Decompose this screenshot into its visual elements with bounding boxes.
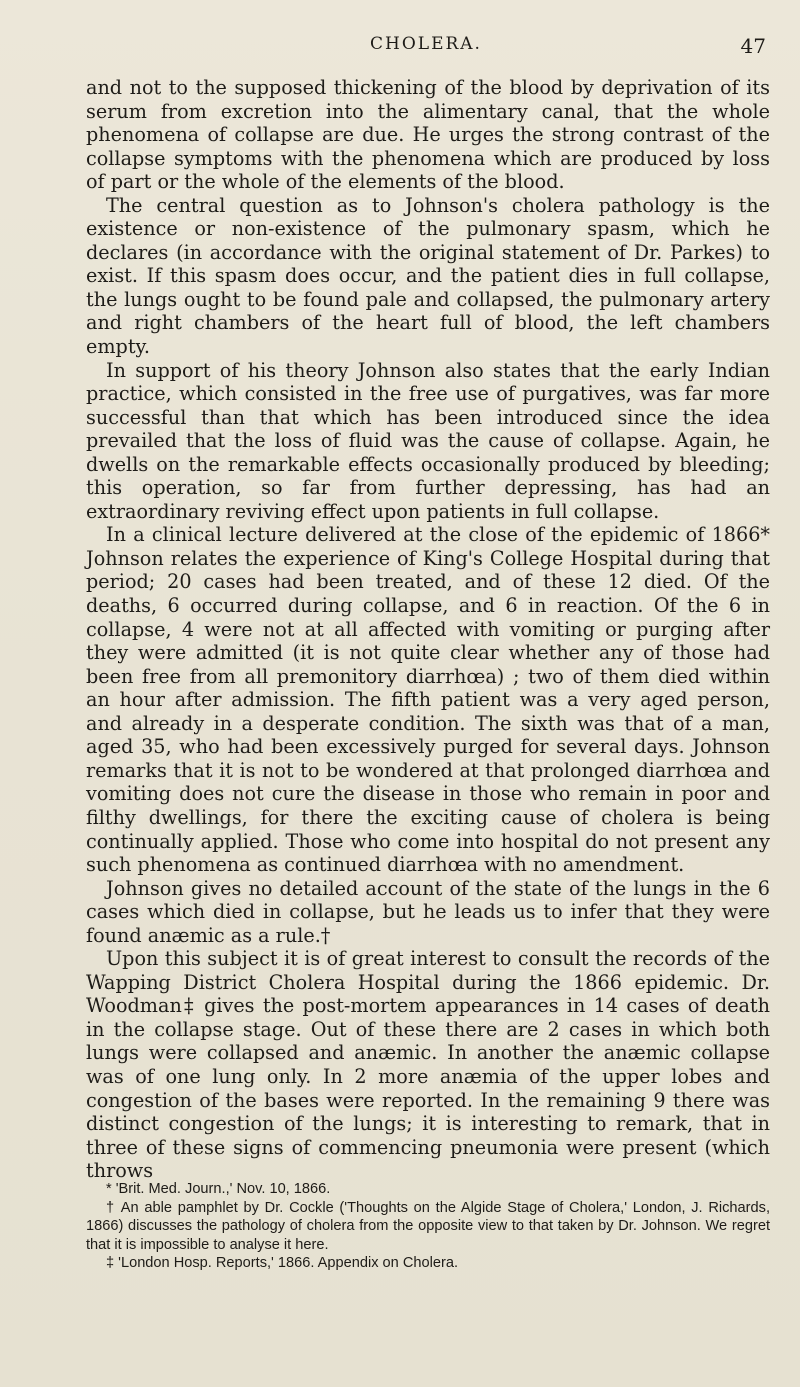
page-number: 47 xyxy=(740,34,766,58)
footnote: * 'Brit. Med. Journ.,' Nov. 10, 1866. xyxy=(106,1181,331,1197)
paragraph: In support of his theory Johnson also states that the early Indian practice, which consisted in the free use of purgatives, was far more successful than that which has been introduced since the idea prevailed that the loss of fluid was the cause of collapse. Again, he dwells on the remarkable effects occasionally produced by bleeding; this operation, so far from further depressing, has had an extraordinary reviving effect upon patients in full collapse. xyxy=(86,358,770,523)
paragraph: The central question as to Johnson's cholera pathology is the existence or non-existence of the pulmonary spasm, which he declares (in accordance with the original statement of Dr. Parkes) to exist. If this spasm does occur, and the patient dies in full collapse, the lungs ought to be found pale and collapsed, the pulmonary artery and right chambers of the heart full of blood, the left chambers empty. xyxy=(86,193,770,359)
paragraph: and not to the supposed thickening of the blood by deprivation of its serum from excretion into the alimentary canal, that the whole phenomena of collapse are due. He urges the strong contrast of the collapse symptoms with the phenomena which are produced by loss of part or the whole of the elements of the blood. xyxy=(86,76,770,194)
footnotes xyxy=(86,1180,770,1273)
footnote: ‡ 'London Hosp. Reports,' 1866. Appendix on Cholera. xyxy=(106,1255,459,1271)
footnote: † An able pamphlet by Dr. Cockle ('Thoughts on the Algide Stage of Cholera,' London, J. Richards, 1866) discusses the pathology of cholera from the opposite view to that taken by Dr. Johnson. We regret that it is impossible to analyse it here. xyxy=(86,1199,770,1253)
paragraph: Upon this subject it is of great interest to consult the records of the Wapping District Cholera Hospital during the 1866 epidemic. Dr. Woodman‡ gives the post-mortem appearances in 14 cases of death in the collapse stage. Out of these there are 2 cases in which both lungs were collapsed and anæmic. In another the anæmic collapse was of one lung only. In 2 more anæmia of the upper lobes and congestion of the bases were reported. In the remaining 9 there was distinct congestion of the lungs; it is interesting to remark, that in three of these signs of commencing pneumonia were present (which throws xyxy=(86,947,770,1183)
running-head: CHOLERA. xyxy=(370,34,482,54)
body-text xyxy=(86,76,770,1183)
paragraph: Johnson gives no detailed account of the state of the lungs in the 6 cases which died in collapse, but he leads us to infer that they were found anæmic as a rule.† xyxy=(86,876,770,947)
paragraph: In a clinical lecture delivered at the close of the epidemic of 1866* Johnson relates the experience of King's College Hospital during that period; 20 cases had been treated, and of these 12 died. Of the deaths, 6 occurred during collapse, and 6 in reaction. Of the 6 in collapse, 4 were not at all affected with vomiting or purging after they were admitted (it is not quite clear whether any of those had been free from all premonitory diarrhœa) ; two of them died within an hour after admission. The fifth patient was a very aged person, and already in a desperate condition. The sixth was that of a man, aged 35, who had been excessively purged for several days. Johnson remarks that it is not to be wondered at that prolonged diarrhœa and vomiting does not cure the disease in those who remain in poor and filthy dwellings, for there the exciting cause of cholera is being continually applied. Those who come into hospital do not present any such phenomena as continued diarrhœa with no amendment. xyxy=(86,523,770,877)
page-header xyxy=(86,34,766,62)
